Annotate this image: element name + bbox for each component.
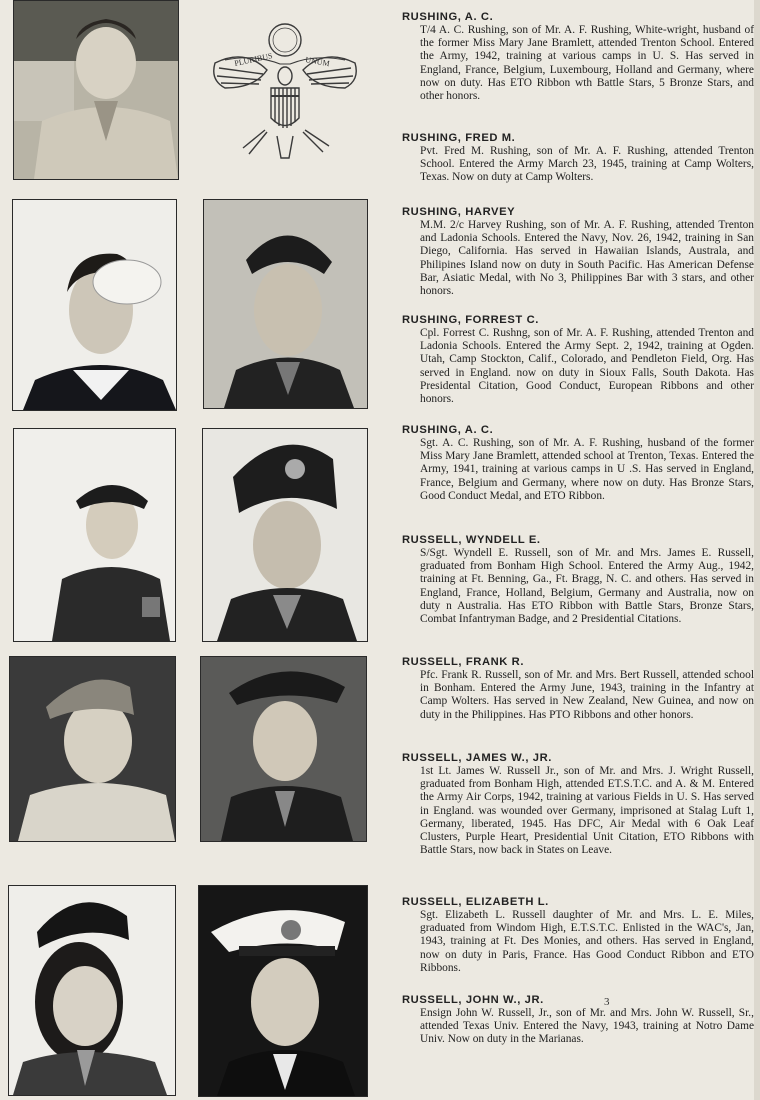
- entry-bio: Cpl. Forrest C. Rushng, son of Mr. A. F. Rushing, attended Trenton and Ladonia Schools. Entered the Army Sept. 2, 1942, training at Ogden. Utah, Camp Stockton, Calif., Colorado, and Pendleton Field, Org. Has served in England. now on duty in Sioux Falls, South Dakota. Has Presidental Citation, Good Conduct, European Ribbons and other honors.: [420, 327, 754, 406]
- entry-bio: S/Sgt. Wyndell E. Russell, son of Mr. and Mrs. James E. Russell, graduated from Bonham High School. Entered the Army Aug., 1942, training at Ft. Benning, Ga., Ft. Bragg, N. C. and others. Has served in England, France, Holland, Belgium, Germany and Australia, now on duty n Australia. Has ETO Ribbon with Battle Stars, Bronze Stars, Combat Infantryman Badge, and 2 Presidential Citations.: [420, 547, 754, 626]
- entry-name: RUSSELL, FRANK R.: [402, 656, 525, 668]
- svg-text:PLURIBUS: PLURIBUS: [233, 51, 274, 68]
- entry-bio: Pvt. Fred M. Rushing, son of Mr. A. F. Rushing, attended Trenton School. Entered the Army March 23, 1945, training at Camp Wolters, Texas. Now on duty at Camp Wolters.: [420, 145, 754, 184]
- entry-name: RUSHING, FRED M.: [402, 132, 516, 144]
- officer-cap-portrait-james-russell: [200, 656, 367, 842]
- entry-name: RUSSELL, ELIZABETH L.: [402, 896, 549, 908]
- entry-rushing-forrest: [402, 314, 754, 406]
- entry-name: RUSHING, A. C.: [402, 424, 494, 436]
- entry-name: RUSHING, HARVEY: [402, 206, 516, 218]
- page-mark: 3: [604, 996, 610, 1008]
- entry-russell-james: [402, 752, 754, 857]
- sailor-portrait-harvey-rushing: [12, 199, 177, 411]
- entry-rushing-harvey: [402, 206, 754, 298]
- garrison-cap-portrait-wyndell-russell: [202, 428, 368, 642]
- entry-bio: M.M. 2/c Harvey Rushing, son of Mr. A. F. Rushing, attended Trenton and Ladonia Schools. Entered the Navy, Nov. 26, 1942, training in San Diego, California. Has served in Hawaiian Islands, Australa, and Philipines Island now on duty in South Pacific. Has American Defense Bar, Asiatic Medal, with No 3, Philippines Bar with 3 stars, and other honors.: [420, 219, 754, 298]
- entry-name: RUSSELL, JOHN W., JR.: [402, 994, 544, 1006]
- army-portrait-ac-rushing: [13, 0, 179, 180]
- entry-name: RUSHING, FORREST C.: [402, 314, 539, 326]
- entry-rushing-ac-1: [402, 11, 754, 103]
- garrison-cap-portrait-frank-russell: [9, 656, 176, 842]
- entry-rushing-ac-2: [402, 424, 754, 503]
- navy-officer-portrait-john-russell: [198, 885, 368, 1097]
- army-cap-portrait-forrest-rushing: [203, 199, 368, 409]
- entry-bio: Ensign John W. Russell, Jr., son of Mr. and Mrs. John W. Russell, Sr., attended Texas Univ. Entered the Navy, 1943, training at Notro Dame Univ. Now on duty in the Marianas.: [420, 1007, 754, 1046]
- entry-bio: T/4 A. C. Rushing, son of Mr. A. F. Rushing, White-wright, husband of the former Miss Mary Jane Bramlett, attended Trenton School. Entered the Army, 1942, training at various camps in U. S. Has served in England, France, Belgium, Luxembourg, Holland and Germany, where now on duty. Has ETO Ribbon wth Battle Stars, 5 Bronze Stars, and other honors.: [420, 24, 754, 103]
- entry-russell-john: [402, 994, 754, 1047]
- entry-russell-elizabeth: [402, 896, 754, 975]
- entry-bio: Pfc. Frank R. Russell, son of Mr. and Mrs. Bert Russell, attended school in Bonham. Entered the Army June, 1943, training in the Infantry at Camp Wolters. Has served in New Zealand, New Guinea, and now on duty in the Philippines. Has PTO Ribbons and other honors.: [420, 669, 754, 721]
- wac-portrait-elizabeth-russell: [8, 885, 176, 1096]
- entry-bio: Sgt. Elizabeth L. Russell daughter of Mr. and Mrs. L. E. Miles, graduated from Windom High, E.T.S.T.C. Enlisted in the WAC's, Jan, 1943, training at Ft. Des Monies, and others. Has served in England, now on duty in Paris, France. Has Good Conduct Ribbon and ETO Ribbons.: [420, 909, 754, 974]
- army-officer-cap-portrait-ac-rushing: [13, 428, 176, 642]
- entry-name: RUSSELL, JAMES W., JR.: [402, 752, 552, 764]
- entry-bio: Sgt. A. C. Rushing, son of Mr. A. F. Rushing, husband of the former Miss Mary Jane Bramlett, attended school at Trenton, Texas. Entered the Army, 1941, training at various camps in U .S. Has served in England, France, Belgium and Germany, where now on duty. Has Bronze Stars, Good Conduct Medal, and ETO Ribbon.: [420, 437, 754, 502]
- great-seal-eagle-icon: [205, 18, 365, 168]
- entry-bio: 1st Lt. James W. Russell Jr., son of Mr. and Mrs. J. Wright Russell, graduated from Bonham High, attended ET.S.T.C. and A. & M. Entered the Army Air Corps, 1942, training at various Fields in U. S. Has served in England. was wounded over Germany, imprisoned at Stalag Luft 1, Germany, liberated, 1945. Has DFC, Air Medal with 6 Oak Leaf Clusters, Purple Heart, Presidential Unit Citation, ETO Ribbons with Battle Stars, now back in States on Leave.: [420, 765, 754, 857]
- entry-name: RUSSELL, WYNDELL E.: [402, 534, 541, 546]
- entry-russell-frank: [402, 656, 754, 722]
- entry-name: RUSHING, A. C.: [402, 11, 494, 23]
- entry-russell-wyndell: [402, 534, 754, 626]
- entry-rushing-fred: [402, 132, 754, 185]
- svg-text:UNUM: UNUM: [304, 55, 331, 69]
